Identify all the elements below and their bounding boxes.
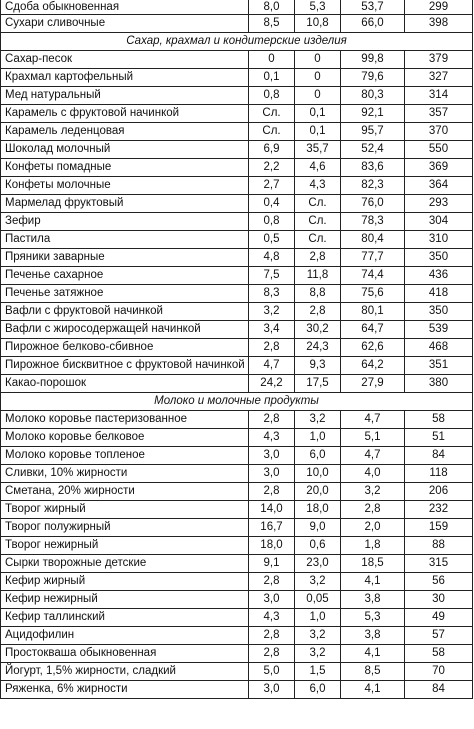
value-cell-2: 0 [295, 69, 341, 87]
product-name-cell: Молоко коровье пастеризованное [1, 411, 249, 429]
table-row [1, 69, 473, 87]
product-name-cell: Конфеты помадные [1, 159, 249, 177]
product-name-cell: Вафли с фруктовой начинкой [1, 303, 249, 321]
value-cell-2: 30,2 [295, 321, 341, 339]
value-cell-3: 83,6 [341, 159, 405, 177]
value-cell-4: 398 [405, 15, 473, 33]
table-row [1, 249, 473, 267]
value-cell-3: 5,3 [341, 609, 405, 627]
product-name-cell: Печенье затяжное [1, 285, 249, 303]
value-cell-4: 550 [405, 141, 473, 159]
table-row [1, 627, 473, 645]
value-cell-4: 232 [405, 501, 473, 519]
value-cell-3: 3,8 [341, 591, 405, 609]
product-name-cell: Сдоба обыкновенная [1, 0, 249, 15]
value-cell-3: 4,7 [341, 447, 405, 465]
value-cell-3: 3,8 [341, 627, 405, 645]
value-cell-1: 3,0 [249, 447, 295, 465]
table-row [1, 555, 473, 573]
product-name-cell: Сметана, 20% жирности [1, 483, 249, 501]
value-cell-4: 370 [405, 123, 473, 141]
table-row [1, 195, 473, 213]
value-cell-2: 3,2 [295, 645, 341, 663]
value-cell-3: 62,6 [341, 339, 405, 357]
value-cell-1: 0 [249, 51, 295, 69]
value-cell-2: 3,2 [295, 627, 341, 645]
value-cell-3: 64,7 [341, 321, 405, 339]
value-cell-4: 58 [405, 411, 473, 429]
product-name-cell: Простокваша обыкновенная [1, 645, 249, 663]
value-cell-3: 80,4 [341, 231, 405, 249]
table-row [1, 267, 473, 285]
value-cell-4: 379 [405, 51, 473, 69]
value-cell-2: Сл. [295, 231, 341, 249]
value-cell-3: 75,6 [341, 285, 405, 303]
value-cell-4: 350 [405, 249, 473, 267]
value-cell-1: 3,4 [249, 321, 295, 339]
table-row [1, 159, 473, 177]
value-cell-3: 5,1 [341, 429, 405, 447]
value-cell-2: 0,1 [295, 123, 341, 141]
table-row [1, 375, 473, 393]
value-cell-2: Сл. [295, 213, 341, 231]
product-name-cell: Йогурт, 1,5% жирности, сладкий [1, 663, 249, 681]
product-name-cell: Творог жирный [1, 501, 249, 519]
section-header-row [1, 393, 473, 411]
table-row [1, 339, 473, 357]
value-cell-2: 23,0 [295, 555, 341, 573]
value-cell-4: 539 [405, 321, 473, 339]
table-row [1, 609, 473, 627]
value-cell-2: 6,0 [295, 447, 341, 465]
value-cell-3: 95,7 [341, 123, 405, 141]
value-cell-4: 57 [405, 627, 473, 645]
section-title: Сахар, крахмал и кондитерские изделия [1, 33, 473, 51]
value-cell-4: 304 [405, 213, 473, 231]
value-cell-3: 53,7 [341, 0, 405, 15]
value-cell-4: 380 [405, 375, 473, 393]
value-cell-1: 24,2 [249, 375, 295, 393]
value-cell-1: 0,1 [249, 69, 295, 87]
value-cell-2: 10,0 [295, 465, 341, 483]
value-cell-1: 2,2 [249, 159, 295, 177]
value-cell-1: 4,3 [249, 429, 295, 447]
table-row [1, 303, 473, 321]
value-cell-1: 9,1 [249, 555, 295, 573]
table-row [1, 483, 473, 501]
value-cell-2: 0,1 [295, 105, 341, 123]
table-row [1, 105, 473, 123]
value-cell-3: 2,0 [341, 519, 405, 537]
nutrition-table-body [1, 0, 473, 699]
table-row [1, 591, 473, 609]
product-name-cell: Вафли с жиросодержащей начинкой [1, 321, 249, 339]
value-cell-1: 0,8 [249, 87, 295, 105]
table-row [1, 51, 473, 69]
table-row [1, 285, 473, 303]
value-cell-1: 5,0 [249, 663, 295, 681]
product-name-cell: Шоколад молочный [1, 141, 249, 159]
table-row [1, 537, 473, 555]
table-row [1, 519, 473, 537]
value-cell-4: 436 [405, 267, 473, 285]
value-cell-1: Сл. [249, 105, 295, 123]
value-cell-1: 6,9 [249, 141, 295, 159]
value-cell-4: 84 [405, 447, 473, 465]
product-name-cell: Зефир [1, 213, 249, 231]
value-cell-4: 468 [405, 339, 473, 357]
value-cell-1: 0,5 [249, 231, 295, 249]
value-cell-1: 16,7 [249, 519, 295, 537]
value-cell-4: 364 [405, 177, 473, 195]
value-cell-3: 4,1 [341, 645, 405, 663]
value-cell-2: 9,3 [295, 357, 341, 375]
value-cell-2: 1,0 [295, 429, 341, 447]
value-cell-4: 293 [405, 195, 473, 213]
table-row [1, 213, 473, 231]
table-row [1, 501, 473, 519]
product-name-cell: Сырки творожные детские [1, 555, 249, 573]
value-cell-3: 99,8 [341, 51, 405, 69]
value-cell-1: 7,5 [249, 267, 295, 285]
value-cell-1: 8,3 [249, 285, 295, 303]
value-cell-2: 8,8 [295, 285, 341, 303]
value-cell-4: 315 [405, 555, 473, 573]
product-name-cell: Ряженка, 6% жирности [1, 681, 249, 699]
value-cell-2: 0,6 [295, 537, 341, 555]
value-cell-3: 82,3 [341, 177, 405, 195]
value-cell-2: 1,0 [295, 609, 341, 627]
value-cell-2: 3,2 [295, 573, 341, 591]
product-name-cell: Сахар-песок [1, 51, 249, 69]
value-cell-3: 4,0 [341, 465, 405, 483]
product-name-cell: Какао-порошок [1, 375, 249, 393]
value-cell-4: 418 [405, 285, 473, 303]
value-cell-2: 5,3 [295, 0, 341, 15]
value-cell-3: 4,7 [341, 411, 405, 429]
value-cell-4: 30 [405, 591, 473, 609]
value-cell-2: 3,2 [295, 411, 341, 429]
product-name-cell: Кефир жирный [1, 573, 249, 591]
table-row [1, 411, 473, 429]
table-row [1, 447, 473, 465]
value-cell-1: 8,5 [249, 15, 295, 33]
table-row [1, 321, 473, 339]
value-cell-3: 18,5 [341, 555, 405, 573]
product-name-cell: Ацидофилин [1, 627, 249, 645]
value-cell-3: 76,0 [341, 195, 405, 213]
value-cell-3: 77,7 [341, 249, 405, 267]
product-name-cell: Молоко коровье белковое [1, 429, 249, 447]
value-cell-1: 4,3 [249, 609, 295, 627]
value-cell-4: 56 [405, 573, 473, 591]
value-cell-3: 66,0 [341, 15, 405, 33]
value-cell-1: 2,8 [249, 483, 295, 501]
table-row [1, 15, 473, 33]
value-cell-3: 1,8 [341, 537, 405, 555]
value-cell-4: 70 [405, 663, 473, 681]
value-cell-2: 4,6 [295, 159, 341, 177]
value-cell-3: 3,2 [341, 483, 405, 501]
value-cell-2: 0,05 [295, 591, 341, 609]
value-cell-3: 52,4 [341, 141, 405, 159]
value-cell-1: 2,8 [249, 411, 295, 429]
product-name-cell: Пирожное белково-сбивное [1, 339, 249, 357]
value-cell-4: 49 [405, 609, 473, 627]
table-row [1, 141, 473, 159]
value-cell-1: 0,4 [249, 195, 295, 213]
value-cell-4: 369 [405, 159, 473, 177]
value-cell-3: 27,9 [341, 375, 405, 393]
value-cell-4: 299 [405, 0, 473, 15]
value-cell-2: 6,0 [295, 681, 341, 699]
product-name-cell: Крахмал картофельный [1, 69, 249, 87]
product-name-cell: Мед натуральный [1, 87, 249, 105]
value-cell-1: 3,0 [249, 681, 295, 699]
value-cell-1: 2,7 [249, 177, 295, 195]
table-row [1, 231, 473, 249]
section-header-row [1, 33, 473, 51]
value-cell-2: 4,3 [295, 177, 341, 195]
value-cell-3: 8,5 [341, 663, 405, 681]
product-name-cell: Конфеты молочные [1, 177, 249, 195]
value-cell-2: 2,8 [295, 249, 341, 267]
value-cell-4: 88 [405, 537, 473, 555]
value-cell-1: 4,8 [249, 249, 295, 267]
product-name-cell: Печенье сахарное [1, 267, 249, 285]
product-name-cell: Кефир таллинский [1, 609, 249, 627]
product-name-cell: Карамель леденцовая [1, 123, 249, 141]
table-row [1, 681, 473, 699]
value-cell-4: 84 [405, 681, 473, 699]
value-cell-2: 9,0 [295, 519, 341, 537]
value-cell-4: 314 [405, 87, 473, 105]
value-cell-4: 310 [405, 231, 473, 249]
product-name-cell: Молоко коровье топленое [1, 447, 249, 465]
product-name-cell: Творог полужирный [1, 519, 249, 537]
value-cell-2: 35,7 [295, 141, 341, 159]
product-name-cell: Сухари сливочные [1, 15, 249, 33]
value-cell-3: 74,4 [341, 267, 405, 285]
value-cell-2: 1,5 [295, 663, 341, 681]
product-name-cell: Пирожное бисквитное с фруктовой начинкой [1, 357, 249, 375]
value-cell-1: 4,7 [249, 357, 295, 375]
product-name-cell: Кефир нежирный [1, 591, 249, 609]
value-cell-3: 2,8 [341, 501, 405, 519]
value-cell-3: 4,1 [341, 573, 405, 591]
product-name-cell: Творог нежирный [1, 537, 249, 555]
table-row [1, 663, 473, 681]
value-cell-1: 2,8 [249, 645, 295, 663]
value-cell-1: Сл. [249, 123, 295, 141]
value-cell-1: 3,0 [249, 591, 295, 609]
value-cell-2: 24,3 [295, 339, 341, 357]
value-cell-3: 78,3 [341, 213, 405, 231]
value-cell-2: 10,8 [295, 15, 341, 33]
table-row [1, 123, 473, 141]
value-cell-4: 51 [405, 429, 473, 447]
value-cell-3: 4,1 [341, 681, 405, 699]
value-cell-1: 2,8 [249, 573, 295, 591]
value-cell-4: 327 [405, 69, 473, 87]
value-cell-2: 2,8 [295, 303, 341, 321]
value-cell-3: 80,1 [341, 303, 405, 321]
value-cell-1: 2,8 [249, 339, 295, 357]
value-cell-4: 118 [405, 465, 473, 483]
value-cell-2: 0 [295, 87, 341, 105]
product-name-cell: Мармелад фруктовый [1, 195, 249, 213]
value-cell-3: 64,2 [341, 357, 405, 375]
table-row [1, 87, 473, 105]
section-title: Молоко и молочные продукты [1, 393, 473, 411]
table-row [1, 573, 473, 591]
value-cell-4: 206 [405, 483, 473, 501]
value-cell-1: 14,0 [249, 501, 295, 519]
value-cell-2: 11,8 [295, 267, 341, 285]
value-cell-4: 58 [405, 645, 473, 663]
table-row [1, 357, 473, 375]
table-row [1, 645, 473, 663]
product-name-cell: Карамель с фруктовой начинкой [1, 105, 249, 123]
value-cell-4: 357 [405, 105, 473, 123]
value-cell-3: 92,1 [341, 105, 405, 123]
value-cell-2: 20,0 [295, 483, 341, 501]
value-cell-1: 2,8 [249, 627, 295, 645]
value-cell-2: 0 [295, 51, 341, 69]
value-cell-4: 350 [405, 303, 473, 321]
product-name-cell: Сливки, 10% жирности [1, 465, 249, 483]
value-cell-4: 351 [405, 357, 473, 375]
table-row [1, 177, 473, 195]
table-row [1, 465, 473, 483]
value-cell-2: 18,0 [295, 501, 341, 519]
table-row [1, 0, 473, 15]
value-cell-1: 0,8 [249, 213, 295, 231]
value-cell-3: 79,6 [341, 69, 405, 87]
value-cell-4: 159 [405, 519, 473, 537]
product-name-cell: Пастила [1, 231, 249, 249]
table-row [1, 429, 473, 447]
value-cell-2: 17,5 [295, 375, 341, 393]
value-cell-2: Сл. [295, 195, 341, 213]
value-cell-1: 3,2 [249, 303, 295, 321]
value-cell-1: 18,0 [249, 537, 295, 555]
value-cell-1: 3,0 [249, 465, 295, 483]
value-cell-3: 80,3 [341, 87, 405, 105]
value-cell-1: 8,0 [249, 0, 295, 15]
product-name-cell: Пряники заварные [1, 249, 249, 267]
